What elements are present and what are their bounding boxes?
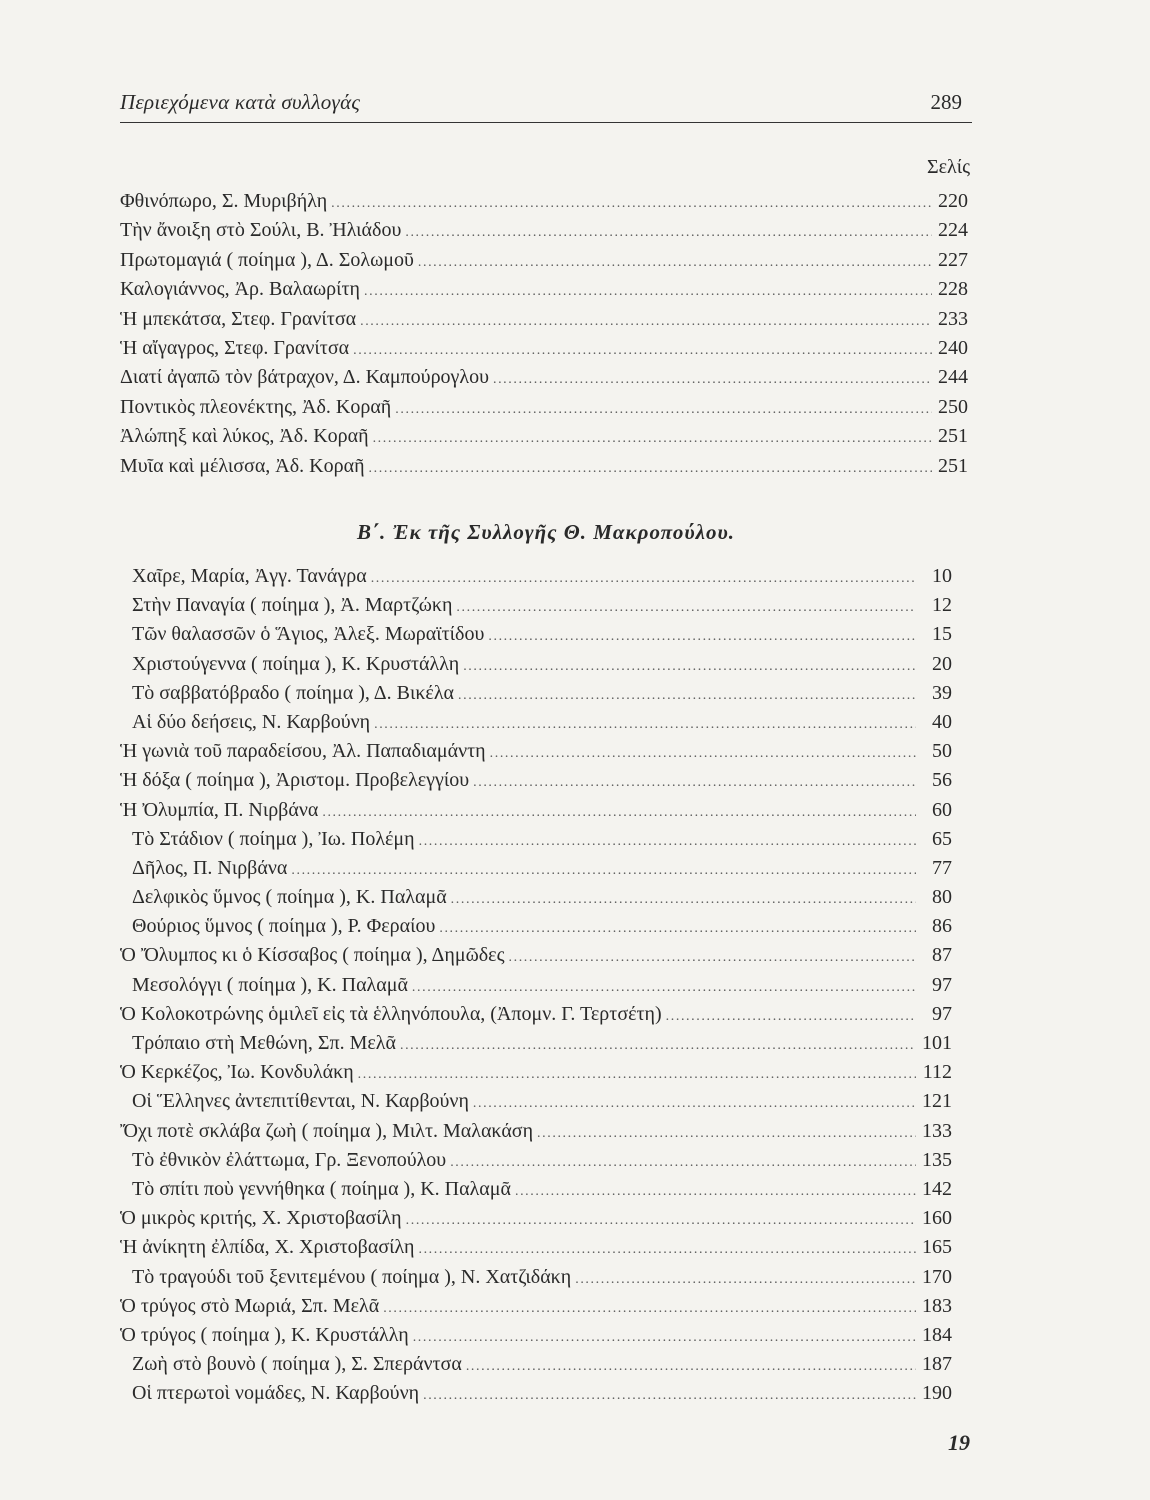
toc-entry [120, 623, 972, 652]
toc-entry-page: 251 [938, 454, 968, 477]
running-header [120, 88, 972, 123]
toc-entry-page: 112 [922, 1061, 952, 1084]
toc-entry-page: 251 [938, 425, 968, 448]
toc-entry-page: 142 [922, 1177, 952, 1200]
toc-entry-title: Χριστούγεννα ( ποίημα ), Κ. Κρυστάλλη [132, 652, 460, 675]
toc-entry-page: 86 [932, 915, 952, 938]
toc-entry-page: 250 [938, 395, 968, 418]
dot-leader [371, 571, 916, 587]
dot-leader [537, 1126, 916, 1142]
toc-entry-page: 233 [938, 307, 968, 330]
toc-entry-title: Ἡ γωνιὰ τοῦ παραδείσου, Ἀλ. Παπαδιαμάντη [120, 740, 486, 763]
dot-leader [373, 431, 932, 447]
page-number: 289 [930, 90, 962, 114]
toc-entry [120, 565, 972, 594]
toc-entry-title: Αἱ δύο δεήσεις, Ν. Καρβούνη [132, 710, 371, 733]
toc-entry-title: Διατί ἀγαπῶ τὸν βάτραχον, Δ. Καμπούρογλου [120, 366, 489, 389]
toc-entry-title: Ἡ δόξα ( ποίημα ), Ἀριστομ. Προβελεγγίου [120, 769, 470, 792]
toc-entry [120, 396, 972, 425]
toc-entry-title: Ὁ Κολοκοτρώνης ὁμιλεῖ εἰς τὰ ἑλληνόπουλα, (Ἀπομν. Γ. Τερτσέτη) [120, 1002, 662, 1025]
toc-entry-page: 39 [932, 681, 952, 704]
toc-entry [120, 1353, 972, 1382]
dot-leader [331, 196, 932, 212]
toc-entry [120, 1149, 972, 1178]
toc-entry [120, 594, 972, 623]
toc-entry-page: 220 [938, 190, 968, 212]
toc-entry-page: 190 [922, 1382, 952, 1405]
toc-entry [120, 769, 972, 798]
toc-entry-page: 97 [932, 1002, 952, 1025]
toc-entry-title: Ζωὴ στὸ βουνὸ ( ποίημα ), Σ. Σπεράντσα [132, 1353, 462, 1376]
toc-entry [120, 1090, 972, 1119]
toc-entry-title: Τὸ τραγούδι τοῦ ξενιτεμένου ( ποίημα ), Ν. Χατζιδάκη [132, 1265, 572, 1288]
dot-leader [439, 921, 916, 937]
toc-entry-page: 187 [922, 1353, 952, 1376]
dot-leader [463, 659, 916, 675]
toc-entry-page: 135 [922, 1148, 952, 1171]
toc-entry [120, 1032, 972, 1061]
toc-entry-title: Τὸ σαββατόβραδο ( ποίημα ), Δ. Βικέλα [132, 681, 454, 704]
toc-entry [120, 219, 972, 248]
toc-entry-title: Καλογιάννος, Ἀρ. Βαλαωρίτη [120, 278, 361, 301]
dot-leader [364, 284, 932, 300]
dot-leader [575, 1272, 916, 1288]
toc-entry-title: Ἀλώπηξ καὶ λύκος, Ἀδ. Κοραῆ [120, 425, 369, 448]
toc-entry-title: Ἡ αἴγαγρος, Στεφ. Γρανίτσα [120, 336, 350, 359]
toc-entry-title: Τὸ σπίτι ποὺ γεννήθηκα ( ποίημα ), Κ. Παλαμᾶ [132, 1177, 511, 1200]
toc-entry-title: Μυῖα καὶ μέλισσα, Ἀδ. Κοραῆ [120, 454, 365, 477]
page-column-label: Σελίς [926, 156, 970, 178]
toc-entry [120, 944, 972, 973]
section-heading: Β΄. Ἐκ τῆς Συλλογῆς Θ. Μακροπούλου. [357, 520, 735, 544]
dot-leader [383, 1301, 916, 1317]
dot-leader [418, 255, 932, 271]
toc-entry-page: 12 [932, 594, 952, 617]
dot-leader [473, 1096, 916, 1112]
dot-leader [423, 1388, 916, 1404]
dot-leader [419, 834, 916, 850]
dot-leader [406, 1213, 916, 1229]
toc-entry [120, 799, 972, 828]
toc-entry [120, 337, 972, 366]
dot-leader [509, 950, 917, 966]
dot-leader [374, 717, 916, 733]
toc-entry-title: Τρόπαιο στὴ Μεθώνη, Σπ. Μελᾶ [132, 1032, 396, 1054]
toc-entry [120, 455, 972, 484]
toc-entry-title: Δῆλος, Π. Νιρβάνα [132, 856, 288, 879]
toc-section-2 [120, 565, 972, 1411]
dot-leader [488, 629, 916, 645]
toc-entry-page: 56 [932, 769, 952, 792]
toc-entry [120, 974, 972, 1003]
signature-mark: 19 [948, 1430, 970, 1455]
toc-entry-page: 160 [922, 1207, 952, 1230]
toc-entry [120, 1324, 972, 1353]
toc-entry [120, 1236, 972, 1265]
dot-leader [515, 1184, 916, 1200]
toc-entry-title: Χαῖρε, Μαρία, Ἀγγ. Τανάγρα [132, 565, 367, 587]
toc-entry-title: Οἱ πτερωτοὶ νομάδες, Ν. Καρβούνη [132, 1382, 420, 1405]
toc-entry [120, 682, 972, 711]
dot-leader [450, 1155, 916, 1171]
dot-leader [322, 805, 916, 821]
toc-entry [120, 1295, 972, 1324]
toc-entry-title: Τῶν θαλασσῶν ὁ Ἅγιος, Ἀλεξ. Μωραϊτίδου [132, 623, 485, 646]
dot-leader [493, 372, 932, 388]
toc-entry-page: 65 [932, 827, 952, 850]
toc-entry [120, 278, 972, 307]
toc-entry-page: 227 [938, 248, 968, 271]
dot-leader [358, 1067, 916, 1083]
toc-entry-title: Ὁ τρύγος ( ποίημα ), Κ. Κρυστάλλη [120, 1323, 409, 1346]
toc-entry [120, 915, 972, 944]
toc-section-1 [120, 190, 972, 484]
dot-leader [473, 775, 916, 791]
dot-leader [395, 402, 932, 418]
toc-entry-page: 165 [922, 1236, 952, 1259]
toc-entry-page: 183 [922, 1294, 952, 1317]
toc-entry-title: Ἡ μπεκάτσα, Στεφ. Γρανίτσα [120, 307, 357, 330]
dot-leader [353, 343, 932, 359]
dot-leader [400, 1038, 916, 1054]
toc-entry-title: Στὴν Παναγία ( ποίημα ), Ἀ. Μαρτζώκη [132, 594, 453, 617]
dot-leader [360, 314, 932, 330]
toc-entry-title: Ἡ ἀνίκητη ἐλπίδα, Χ. Χριστοβασίλη [120, 1236, 415, 1259]
toc-entry-page: 77 [932, 856, 952, 879]
dot-leader [413, 1330, 916, 1346]
toc-entry-page: 60 [932, 798, 952, 821]
toc-entry-title: Ὁ μικρὸς κριτής, Χ. Χριστοβασίλη [120, 1207, 402, 1230]
toc-entry [120, 1061, 972, 1090]
toc-entry [120, 190, 972, 219]
toc-entry [120, 1266, 972, 1295]
toc-entry-page: 87 [932, 944, 952, 967]
toc-entry-title: Ὄχι ποτὲ σκλάβα ζωὴ ( ποίημα ), Μιλτ. Μαλακάση [120, 1119, 534, 1142]
toc-entry-title: Ὁ τρύγος στὸ Μωριά, Σπ. Μελᾶ [120, 1294, 380, 1317]
toc-entry-title: Ὁ Ὄλυμπος κι ὁ Κίσσαβος ( ποίημα ), Δημῶδες [120, 944, 505, 967]
toc-entry [120, 1120, 972, 1149]
toc-entry [120, 366, 972, 395]
toc-entry-title: Μεσολόγγι ( ποίημα ), Κ. Παλαμᾶ [132, 973, 408, 996]
toc-entry-title: Οἱ Ἕλληνες ἀντεπιτίθενται, Ν. Καρβούνη [132, 1090, 469, 1113]
toc-entry-page: 50 [932, 740, 952, 763]
running-header-title: Περιεχόμενα κατὰ συλλογάς [120, 90, 361, 114]
toc-entry-page: 240 [938, 336, 968, 359]
toc-entry [120, 1382, 972, 1411]
toc-entry-page: 40 [932, 710, 952, 733]
toc-entry-title: Τὴν ἄνοιξη στὸ Σούλι, Β. Ἠλιάδου [120, 219, 402, 242]
toc-entry-title: Ὁ Κερκέζος, Ἰω. Κονδυλάκη [120, 1061, 354, 1084]
toc-entry [120, 249, 972, 278]
toc-entry-title: Ποντικὸς πλεονέκτης, Ἀδ. Κοραῆ [120, 395, 392, 418]
toc-entry [120, 1207, 972, 1236]
toc-entry-page: 224 [938, 219, 968, 242]
toc-entry-page: 133 [922, 1119, 952, 1142]
dot-leader [369, 461, 932, 477]
toc-entry-page: 244 [938, 366, 968, 389]
dot-leader [466, 1359, 916, 1375]
toc-entry [120, 857, 972, 886]
toc-entry [120, 828, 972, 857]
toc-entry-title: Φθινόπωρο, Σ. Μυριβήλη [120, 190, 328, 212]
toc-entry [120, 653, 972, 682]
toc-entry-title: Ἡ Ὀλυμπία, Π. Νιρβάνα [120, 798, 319, 821]
toc-entry [120, 711, 972, 740]
toc-entry [120, 886, 972, 915]
toc-entry [120, 1178, 972, 1207]
toc-entry-page: 184 [922, 1323, 952, 1346]
toc-entry-page: 97 [932, 973, 952, 996]
toc-entry [120, 308, 972, 337]
toc-entry-page: 10 [932, 565, 952, 587]
dot-leader [451, 892, 916, 908]
toc-entry-title: Δελφικὸς ὕμνος ( ποίημα ), Κ. Παλαμᾶ [132, 886, 447, 909]
toc-entry [120, 1003, 972, 1032]
toc-entry-page: 101 [922, 1032, 952, 1054]
toc-entry-page: 20 [932, 652, 952, 675]
toc-entry-title: Τὸ ἐθνικὸν ἐλάττωμα, Γρ. Ξενοπούλου [132, 1148, 447, 1171]
toc-entry-title: Τὸ Στάδιον ( ποίημα ), Ἰω. Πολέμη [132, 827, 415, 850]
toc-entry [120, 425, 972, 454]
toc-entry-page: 80 [932, 886, 952, 909]
dot-leader [458, 688, 916, 704]
dot-leader [412, 980, 916, 996]
toc-entry-title: Πρωτομαγιά ( ποίημα ), Δ. Σολωμοῦ [120, 248, 414, 271]
toc-entry-page: 15 [932, 623, 952, 646]
toc-entry-page: 170 [922, 1265, 952, 1288]
toc-entry-page: 228 [938, 278, 968, 301]
toc-entry-title: Θούριος ὕμνος ( ποίημα ), Ρ. Φεραίου [132, 915, 436, 938]
dot-leader [291, 863, 916, 879]
toc-entry-page: 121 [922, 1090, 952, 1113]
dot-leader [456, 600, 916, 616]
dot-leader [418, 1242, 916, 1258]
dot-leader [490, 746, 916, 762]
toc-entry [120, 740, 972, 769]
dot-leader [666, 1009, 916, 1025]
dot-leader [405, 225, 932, 241]
